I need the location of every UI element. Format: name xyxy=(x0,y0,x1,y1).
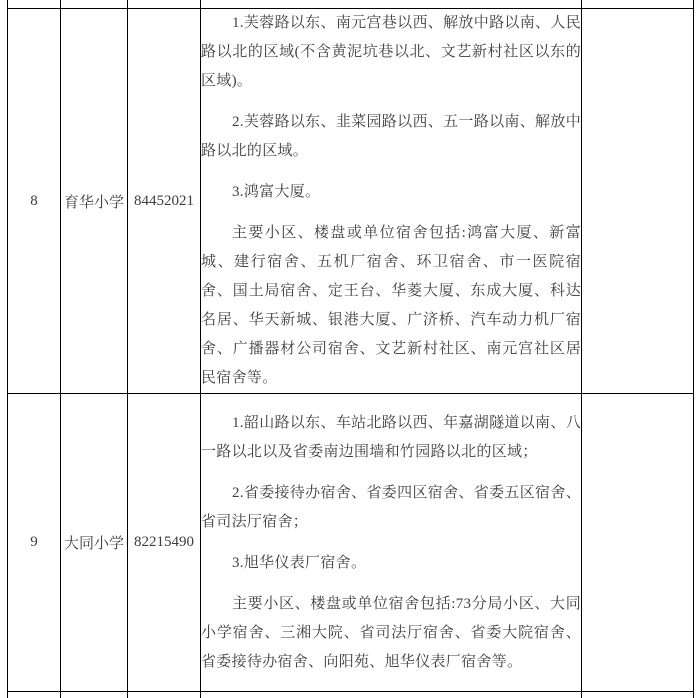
empty-cell xyxy=(201,0,582,9)
empty-cell xyxy=(582,692,694,698)
empty-cell xyxy=(8,0,61,9)
partial-row-above xyxy=(8,0,694,9)
partial-row-below xyxy=(8,692,694,698)
empty-remarks-cell xyxy=(582,394,694,692)
row-number: 8 xyxy=(30,192,38,209)
district-description-cell xyxy=(201,9,582,394)
district-paragraph: 2.省委接待办宿舍、省委四区宿舍、省委五区宿舍、省司法厅宿舍； xyxy=(201,484,581,530)
district-paragraph: 3.鸿富大厦。 xyxy=(232,184,321,200)
district-paragraph: 2.芙蓉路以东、韭菜园路以西、五一路以南、解放中路以北的区域。 xyxy=(201,114,581,159)
district-paragraph: 主要小区、楼盘或单位宿舍包括:鸿富大厦、新富城、建行宿舍、五机厂宿舍、环卫宿舍、市一医院宿舍、国土局宿舍、定王台、华菱大厦、东成大厦、科达名居、华天新城、银港大厦、广济桥、汽车动力机厂宿舍、广播器材公司宿舍、文艺新村社区、南元宫社区居民宿舍等。 xyxy=(201,225,581,386)
district-description-cell xyxy=(201,394,582,692)
school-name-cell xyxy=(61,9,128,394)
school-name: 大同小学 xyxy=(63,536,124,552)
district-paragraph: 3.旭华仪表厂宿舍。 xyxy=(232,554,367,571)
school-name: 育华小学 xyxy=(63,194,124,211)
school-district-table xyxy=(7,0,694,698)
empty-cell xyxy=(61,0,128,9)
phone-cell xyxy=(128,394,201,692)
district-paragraph: 1.韶山路以东、车站北路以西、年嘉湖隧道以南、八一路以北以及省委南边围墙和竹园路以北的区域； xyxy=(201,414,581,460)
empty-cell xyxy=(61,692,128,698)
district-paragraph: 主要小区、楼盘或单位宿舍包括:73分局小区、大同小学宿舍、三湘大院、省司法厅宿舍、省委大院宿舍、省委接待办宿舍、向阳苑、旭华仪表厂宿舍等。 xyxy=(201,595,581,670)
empty-cell xyxy=(128,692,201,698)
row-number-cell xyxy=(8,9,61,394)
school-name-cell xyxy=(61,394,128,692)
row-number-cell xyxy=(8,394,61,692)
row-number: 9 xyxy=(30,534,38,550)
phone-number: 82215490 xyxy=(134,534,194,550)
phone-number: 84452021 xyxy=(134,192,194,209)
phone-cell xyxy=(128,9,201,394)
district-paragraph: 1.芙蓉路以东、南元宫巷以西、解放中路以南、人民路以北的区域(不含黄泥坑巷以北、文艺新村社区以东的区域)。 xyxy=(201,15,581,89)
empty-cell xyxy=(201,692,582,698)
empty-remarks-cell xyxy=(582,9,694,394)
empty-cell xyxy=(8,692,61,698)
table-row-school-8 xyxy=(8,9,694,394)
empty-cell xyxy=(128,0,201,9)
empty-cell xyxy=(582,0,694,9)
table-row-school-9 xyxy=(8,394,694,692)
